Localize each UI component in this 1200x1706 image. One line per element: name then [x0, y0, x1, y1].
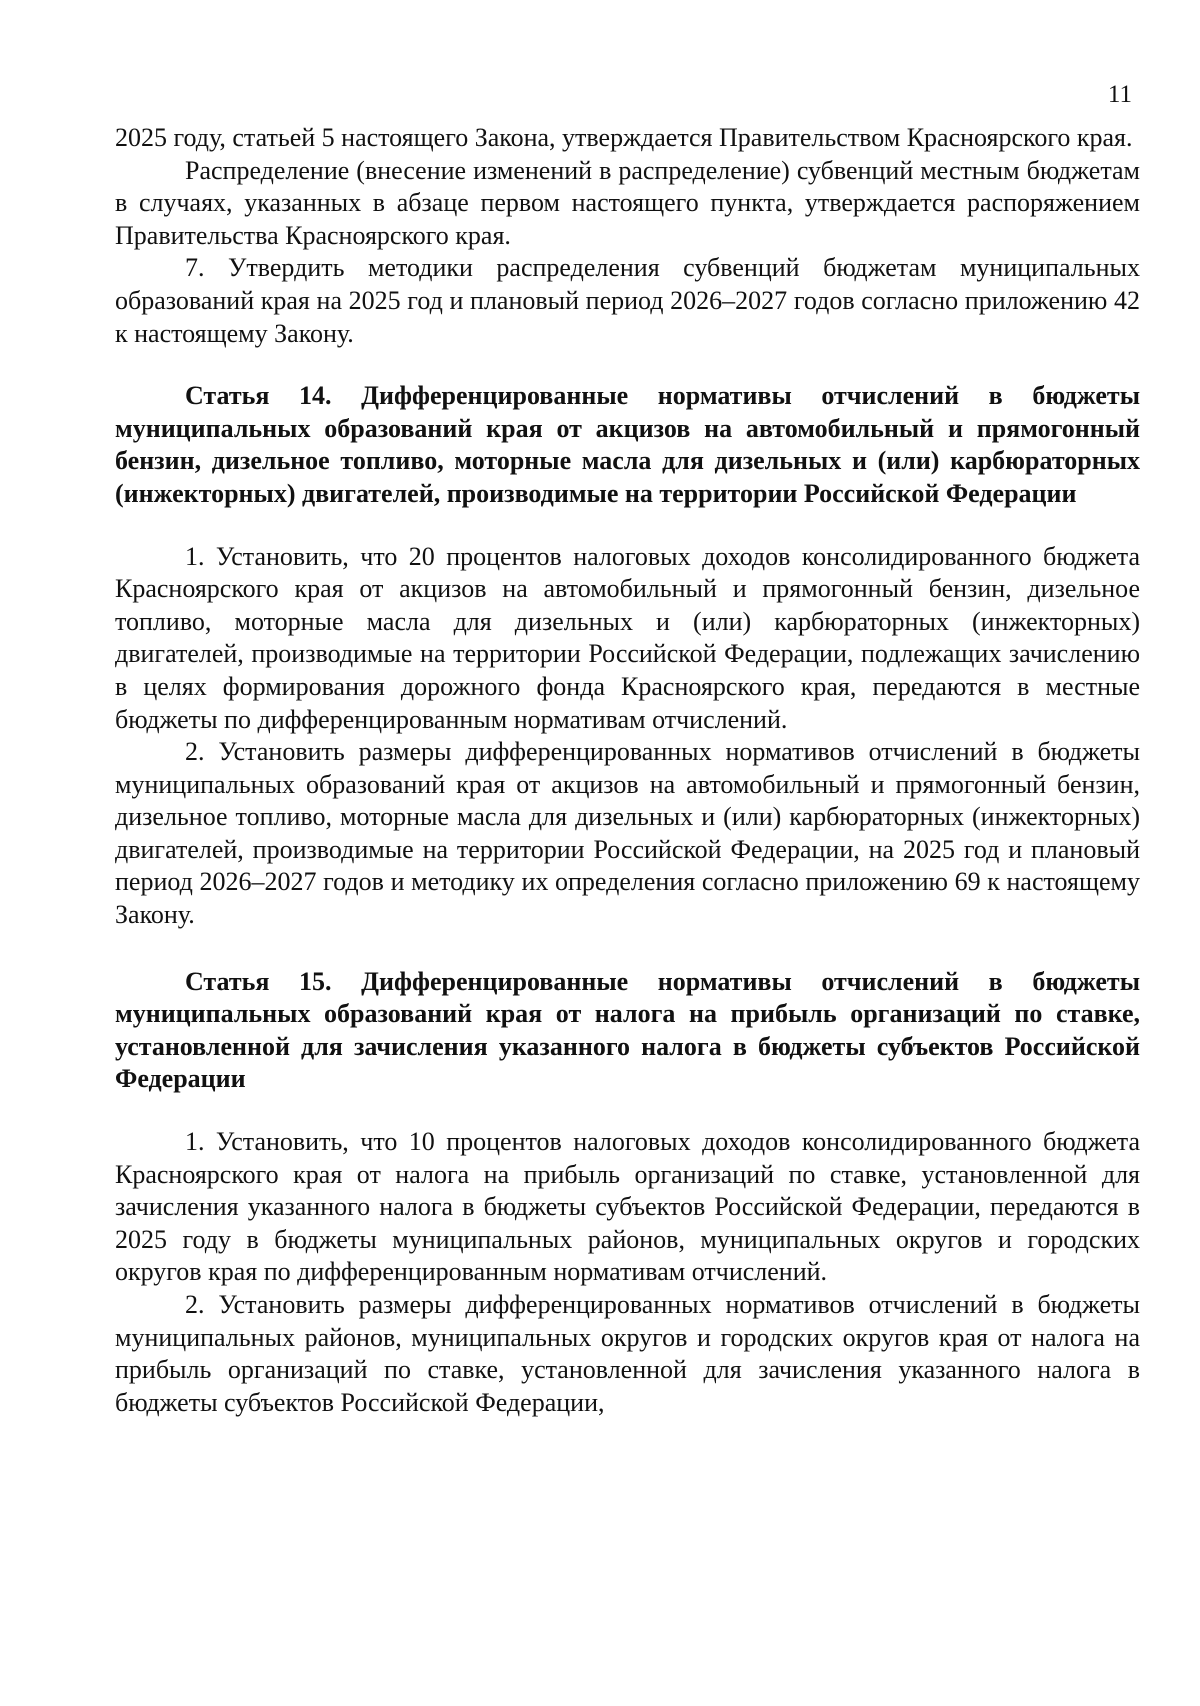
section-spacer	[115, 932, 1140, 966]
section-spacer	[115, 1096, 1140, 1126]
article-15-item-1: 1. Установить, что 10 процентов налоговых доходов консолидированного бюджета Красноярского края от налога на прибыль организаций по ставке, установленной для зачисления указанного налога в бюджеты субъектов Российской Федерации, передаются в 2025 году в бюджеты муниципальных районов, муниципальных округов и городских округов края по дифференцированным нормативам отчислений.	[115, 1127, 1140, 1287]
page-number: 11	[1107, 81, 1132, 108]
document-body	[115, 122, 1140, 1419]
paragraph-item-7: 7. Утвердить методики распределения субвенций бюджетам муниципальных образований края на 2025 год и плановый период 2026–2027 годов согласно приложению 42 к настоящему Закону.	[115, 253, 1140, 348]
paragraph-distribution-order: Распределение (внесение изменений в распределение) субвенций местным бюджетам в случаях, указанных в абзаце первом настоящего пункта, утверждается распоряжением Правительства Красноярского края.	[115, 155, 1140, 250]
article-14-heading: Статья 14. Дифференцированные нормативы отчислений в бюджеты муниципальных образований края от акцизов на автомобильный и прямогонный бензин, дизельное топливо, моторные масла для дизельных и (или) карбюраторных (инжекторных) двигателей, производимые на территории Российской Федерации	[115, 381, 1140, 508]
section-spacer	[115, 511, 1140, 541]
paragraph-continuation: 2025 году, статьей 5 настоящего Закона, утверждается Правительством Красноярского края.	[115, 123, 1133, 152]
article-15-item-2: 2. Установить размеры дифференцированных нормативов отчислений в бюджеты муниципальных районов, муниципальных округов и городских округов края от налога на прибыль организаций по ставке, установленной для зачисления указанного налога в бюджеты субъектов Российской Федерации,	[115, 1290, 1140, 1417]
article-14-item-1: 1. Установить, что 20 процентов налоговых доходов консолидированного бюджета Красноярского края от акцизов на автомобильный и прямогонный бензин, дизельное топливо, моторные масла для дизельных и (или) карбюраторных (инжекторных) двигателей, производимые на территории Российской Федерации, подлежащих зачислению в целях формирования дорожного фонда Красноярского края, передаются в местные бюджеты по дифференцированным нормативам отчислений.	[115, 541, 1140, 734]
section-spacer	[115, 350, 1140, 380]
article-15-heading: Статья 15. Дифференцированные нормативы отчислений в бюджеты муниципальных образований края от налога на прибыль организаций по ставке, установленной для зачисления указанного налога в бюджеты субъектов Российской Федерации	[115, 966, 1140, 1094]
article-14-item-2: 2. Установить размеры дифференцированных нормативов отчислений в бюджеты муниципальных образований края от акцизов на автомобильный и прямогонный бензин, дизельное топливо, моторные масла для дизельных и (или) карбюраторных (инжекторных) двигателей, производимые на территории Российской Федерации, на 2025 год и плановый период 2026–2027 годов и методику их определения согласно приложению 69 к настоящему Закону.	[115, 737, 1140, 930]
